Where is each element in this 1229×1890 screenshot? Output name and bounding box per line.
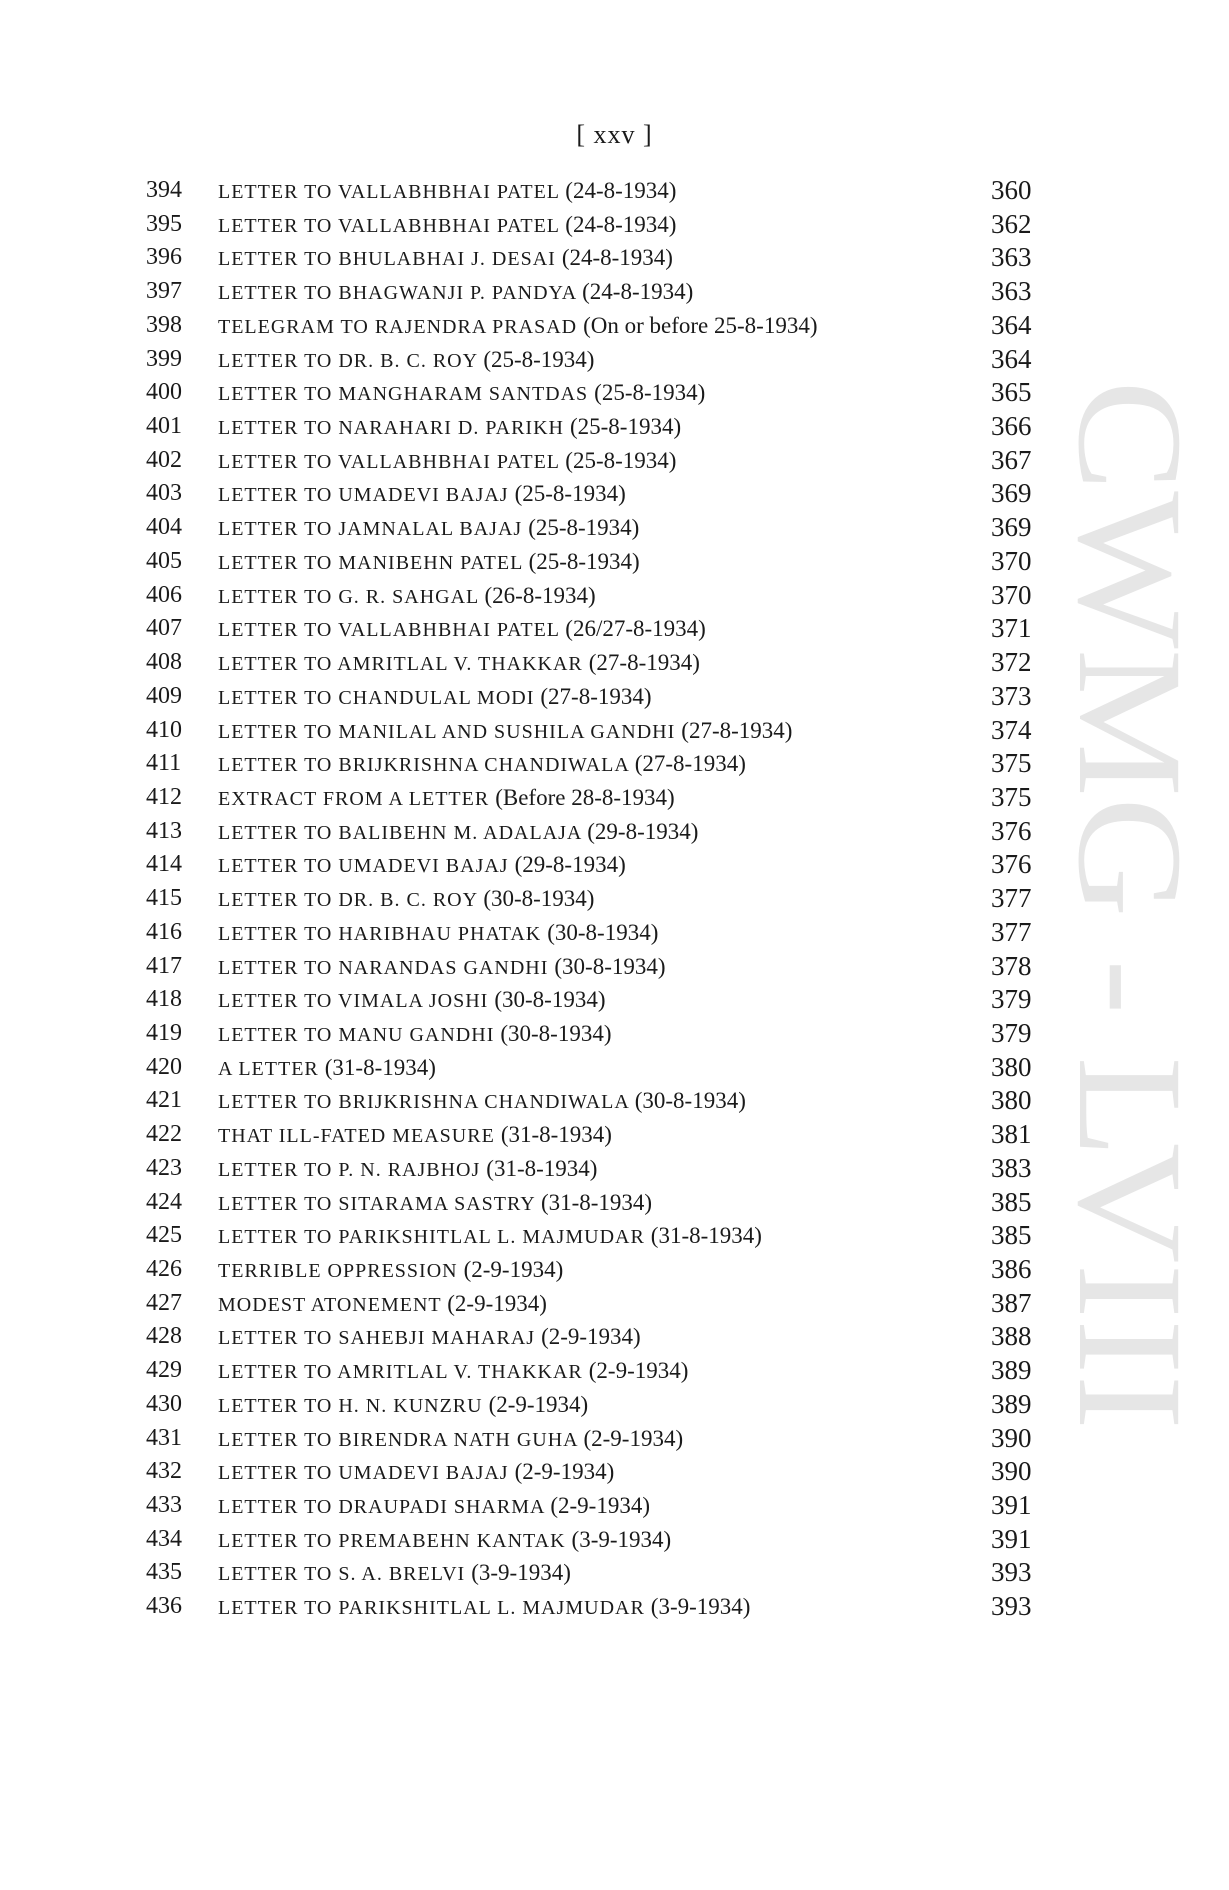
toc-entry [146,309,1046,343]
entry-page-number: 367 [991,444,1032,475]
entry-page-number: 380 [991,1051,1032,1082]
entry-title-text: LETTER TO BRIJKRISHNA CHANDIWALA [218,754,629,777]
entry-date: (2-9-1934) [550,1493,650,1519]
entry-date: (31-8-1934) [324,1054,436,1080]
toc-entry [146,376,1046,410]
entry-date: (26/27-8-1934) [565,616,706,642]
entry-date: (On or before 25-8-1934) [583,312,818,338]
entry-page-number: 390 [991,1422,1032,1453]
entry-title [218,612,706,647]
entry-title-text: TELEGRAM TO RAJENDRA PRASAD [218,315,578,338]
entry-title-text: LETTER TO NARANDAS GANDHI [218,956,549,979]
entry-title [218,747,746,782]
entry-page-number: 372 [991,647,1032,678]
entry-page-number: 377 [991,883,1032,914]
entry-date: (2-9-1934) [463,1257,564,1282]
entry-number: 397 [146,278,182,305]
toc-entry [146,1253,1046,1287]
entry-number: 413 [146,817,182,844]
entry-title-text: LETTER TO BRIJKRISHNA CHANDIWALA [218,1091,629,1114]
entry-title-text: LETTER TO UMADEVI BAJAJ [218,855,509,878]
entry-title [218,1152,597,1187]
entry-title-text: LETTER TO P. N. RAJBHOJ [218,1158,481,1181]
toc-entry [146,781,1046,815]
entry-title-text: LETTER TO AMRITLAL V. THAKKAR [218,1361,583,1384]
entry-date: (25-8-1934) [514,481,626,507]
entry-number: 402 [146,446,182,473]
entry-title-text: LETTER TO PARIKSHITLAL L. MAJMUDAR [218,1226,645,1249]
entry-number: 411 [146,750,182,777]
entry-title [218,916,658,951]
entry-number: 398 [146,311,182,338]
entry-page-number: 360 [991,175,1032,205]
entry-page-number: 364 [991,343,1032,374]
entry-title [218,1388,588,1423]
entry-title-text: LETTER TO BHAGWANJI P. PANDYA [218,282,577,305]
entry-title-text: LETTER TO BALIBEHN M. ADALAJA [218,821,582,844]
toc-entry [146,208,1046,242]
toc-list [146,174,1046,1624]
entry-date: (25-8-1934) [565,447,677,473]
entry-date: (30-8-1934) [494,987,606,1013]
entry-number: 426 [146,1256,182,1282]
entry-page-number: 393 [991,1591,1032,1622]
entry-number: 407 [146,615,182,642]
entry-number: 423 [146,1154,182,1181]
entry-title-text: LETTER TO VALLABHBHAI PATEL [218,214,560,237]
entry-date: (30-8-1934) [554,953,666,979]
toc-entry [146,848,1046,882]
entry-date: (24-8-1934) [565,211,677,237]
entry-number: 428 [146,1323,182,1350]
entry-page-number: 380 [991,1085,1032,1116]
entry-number: 416 [146,918,182,945]
entry-number: 415 [146,885,182,912]
entry-date: (30-8-1934) [483,886,595,912]
entry-page-number: 391 [991,1523,1032,1554]
entry-date: (24-8-1934) [582,279,694,305]
entry-page-number: 376 [991,849,1032,880]
entry-date: (2-9-1934) [588,1358,689,1384]
toc-entry [146,680,1046,714]
entry-page-number: 364 [991,309,1032,340]
entry-title-text: LETTER TO HARIBHAU PHATAK [218,922,542,945]
entry-page-number: 373 [991,680,1032,711]
entry-number: 420 [146,1053,182,1080]
entry-date: (30-8-1934) [634,1088,746,1114]
entry-title [218,1253,563,1288]
entry-title [218,1422,683,1457]
entry-number: 395 [146,210,182,237]
entry-page-number: 370 [991,545,1032,576]
entry-page-number: 375 [991,781,1032,812]
entry-number: 430 [146,1390,182,1417]
entry-date: (3-9-1934) [650,1594,751,1620]
entry-number: 436 [146,1593,182,1620]
entry-title [218,983,605,1018]
entry-title-text: LETTER TO SAHEBJI MAHARAJ [218,1327,536,1350]
toc-entry [146,747,1046,781]
entry-title [218,1017,612,1052]
entry-title-text: LETTER TO DRAUPADI SHARMA [218,1496,545,1519]
entry-title-text: LETTER TO PARIKSHITLAL L. MAJMUDAR [218,1597,645,1620]
entry-title [218,815,698,850]
toc-entry [146,1118,1046,1152]
toc-entry [146,1556,1046,1590]
entry-title [218,1219,762,1254]
entry-title [218,848,626,883]
entry-page-number: 385 [991,1186,1032,1217]
toc-entry [146,241,1046,275]
entry-title-text: LETTER TO VALLABHBHAI PATEL [218,450,560,473]
entry-title [218,376,705,411]
entry-title [218,1556,571,1591]
entry-page-number: 383 [991,1152,1032,1183]
entry-page-number: 387 [991,1287,1032,1318]
entry-title [218,781,675,816]
entry-title-text: LETTER TO MANU GANDHI [218,1023,495,1046]
toc-entry [146,1455,1046,1489]
entry-title-text: LETTER TO SITARAMA SASTRY [218,1192,535,1215]
entry-date: (2-9-1934) [447,1290,547,1316]
entry-title-text: LETTER TO UMADEVI BAJAJ [218,484,509,507]
entry-number: 396 [146,244,182,271]
entry-date: (29-8-1934) [514,852,626,878]
entry-title-text: A LETTER [218,1057,319,1080]
entry-number: 424 [146,1188,182,1215]
entry-title [218,343,594,378]
toc-entry [146,174,1046,208]
entry-title-text: THAT ILL-FATED MEASURE [218,1125,495,1148]
entry-number: 417 [146,952,182,979]
entry-number: 429 [146,1357,182,1384]
entry-page-number: 363 [991,276,1032,307]
entry-title [218,882,594,917]
entry-title [218,1051,436,1086]
toc-entry [146,1489,1046,1523]
entry-title [218,545,640,580]
toc-entry [146,1219,1046,1253]
toc-entry [146,477,1046,511]
entry-date: (3-9-1934) [571,1526,672,1552]
entry-date: (30-8-1934) [547,919,659,945]
entry-date: (31-8-1934) [540,1189,653,1215]
toc-entry [146,1186,1046,1220]
toc-entry [146,983,1046,1017]
toc-entry [146,579,1046,613]
toc-entry [146,1287,1046,1321]
entry-date: (29-8-1934) [587,818,699,844]
entry-page-number: 374 [991,714,1032,745]
entry-number: 418 [146,986,182,1013]
watermark-text: CWMG - LVIII [1047,380,1213,1325]
entry-date: (27-8-1934) [588,650,700,676]
toc-entry [146,882,1046,916]
entry-date: (25-8-1934) [528,515,640,541]
entry-title [218,714,792,749]
entry-page-number: 379 [991,984,1032,1015]
entry-title [218,579,596,614]
entry-title-text: LETTER TO BIRENDRA NATH GUHA [218,1428,578,1451]
entry-title-text: LETTER TO JAMNALAL BAJAJ [218,518,523,541]
entry-title [218,208,676,243]
entry-title [218,1320,641,1355]
toc-entry [146,646,1046,680]
entry-title [218,309,818,344]
entry-title [218,1590,750,1625]
entry-title-text: LETTER TO MANIBEHN PATEL [218,551,523,574]
entry-number: 422 [146,1121,182,1148]
entry-title-text: LETTER TO NARAHARI D. PARIKH [218,417,564,440]
entry-title-text: LETTER TO H. N. KUNZRU [218,1394,483,1417]
toc-entry [146,444,1046,478]
toc-entry [146,1017,1046,1051]
toc-entry [146,275,1046,309]
entry-title-text: LETTER TO S. A. BRELVI [218,1563,466,1586]
entry-number: 401 [146,413,182,440]
entry-title-text: MODEST ATONEMENT [218,1293,442,1316]
toc-entry [146,950,1046,984]
entry-title-text: TERRIBLE OPPRESSION [218,1260,458,1282]
entry-title-text: LETTER TO AMRITLAL V. THAKKAR [218,653,583,676]
entry-title [218,1523,671,1558]
entry-number: 399 [146,345,182,372]
entry-page-number: 369 [991,478,1032,509]
entry-page-number: 393 [991,1557,1032,1588]
toc-entry [146,1523,1046,1557]
entry-number: 405 [146,547,182,574]
entry-page-number: 391 [991,1490,1032,1521]
entry-page-number: 389 [991,1388,1032,1419]
entry-page-number: 371 [991,613,1032,644]
entry-title [218,1084,746,1119]
entry-title [218,1287,547,1322]
entry-page-number: 376 [991,815,1032,846]
entry-date: (2-9-1934) [583,1425,684,1451]
entry-date: (31-8-1934) [650,1223,762,1249]
entry-date: (24-8-1934) [565,178,677,203]
entry-page-number: 390 [991,1456,1032,1487]
entry-title-text: LETTER TO DR. B. C. ROY [218,349,478,372]
entry-number: 425 [146,1222,182,1249]
entry-page-number: 377 [991,916,1032,947]
entry-number: 414 [146,851,182,878]
entry-title [218,275,693,310]
entry-page-number: 375 [991,748,1032,779]
entry-date: (2-9-1934) [514,1459,615,1485]
entry-title-text: LETTER TO G. R. SAHGAL [218,585,479,608]
entry-date: (24-8-1934) [561,245,673,271]
entry-page-number: 388 [991,1321,1032,1352]
entry-date: (25-8-1934) [483,346,595,372]
entry-title [218,1354,688,1389]
entry-title-text: LETTER TO MANILAL AND SUSHILA GANDHI [218,720,676,743]
entry-title [218,1186,652,1221]
entry-title-text: LETTER TO DR. B. C. ROY [218,889,478,912]
entry-page-number: 385 [991,1220,1032,1251]
entry-date: (2-9-1934) [541,1324,641,1350]
entry-date: (27-8-1934) [681,717,793,743]
entry-date: (2-9-1934) [488,1391,589,1417]
entry-number: 403 [146,480,182,507]
entry-number: 408 [146,649,182,676]
entry-number: 434 [146,1525,182,1552]
entry-page-number: 363 [991,242,1032,273]
entry-page-number: 366 [991,411,1032,442]
toc-entry [146,612,1046,646]
entry-number: 421 [146,1087,182,1114]
entry-date: (31-8-1934) [500,1122,612,1148]
entry-page-number: 386 [991,1254,1032,1284]
entry-date: (30-8-1934) [500,1020,612,1046]
toc-entry [146,1388,1046,1422]
toc-entry [146,343,1046,377]
entry-title [218,1455,614,1490]
entry-page-number: 369 [991,512,1032,543]
entry-page-number: 370 [991,579,1032,610]
entry-title-text: LETTER TO UMADEVI BAJAJ [218,1462,509,1485]
toc-entry [146,1152,1046,1186]
watermark [1040,380,1213,1440]
entry-date: (27-8-1934) [540,683,652,709]
entry-title-text: EXTRACT FROM A LETTER [218,787,490,810]
toc-entry [146,1051,1046,1085]
entry-title [218,680,652,715]
toc-entry [146,1590,1046,1624]
entry-page-number: 362 [991,208,1032,239]
toc-entry [146,545,1046,579]
entry-title [218,444,676,479]
entry-title-text: LETTER TO VALLABHBHAI PATEL [218,619,560,642]
entry-number: 431 [146,1424,182,1451]
toc-entry [146,714,1046,748]
entry-number: 433 [146,1492,182,1519]
toc-entry [146,815,1046,849]
entry-number: 427 [146,1289,182,1316]
entry-number: 412 [146,783,182,810]
entry-date: (25-8-1934) [594,380,706,406]
entry-title [218,1118,612,1153]
entry-date: (25-8-1934) [528,548,640,574]
entry-number: 409 [146,682,182,709]
page-number: [ xxv ] [576,120,653,149]
entry-number: 419 [146,1019,182,1046]
entry-date: (26-8-1934) [484,582,596,608]
entry-number: 435 [146,1559,182,1586]
entry-title [218,646,700,681]
toc-entry [146,1354,1046,1388]
entry-title [218,174,676,209]
entry-title [218,410,681,445]
entry-date: (31-8-1934) [486,1155,598,1181]
entry-number: 406 [146,581,182,608]
entry-title [218,511,639,546]
entry-title [218,950,666,985]
entry-page-number: 381 [991,1119,1032,1150]
entry-number: 400 [146,379,182,406]
toc-entry [146,1422,1046,1456]
entry-title-text: LETTER TO PREMABEHN KANTAK [218,1529,566,1552]
entry-date: (3-9-1934) [471,1560,571,1586]
entry-date: (Before 28-8-1934) [495,784,675,810]
entry-title [218,241,673,276]
entry-page-number: 378 [991,950,1032,981]
entry-number: 394 [146,177,182,203]
entry-date: (27-8-1934) [634,751,746,777]
entry-title-text: LETTER TO MANGHARAM SANTDAS [218,383,589,406]
entry-title-text: LETTER TO CHANDULAL MODI [218,686,535,709]
entry-page-number: 389 [991,1355,1032,1386]
entry-title [218,477,626,512]
toc-entry [146,1084,1046,1118]
entry-number: 404 [146,514,182,541]
entry-title-text: LETTER TO BHULABHAI J. DESAI [218,248,556,271]
toc-entry [146,511,1046,545]
toc-entry [146,916,1046,950]
entry-number: 432 [146,1458,182,1485]
entry-title-text: LETTER TO VALLABHBHAI PATEL [218,181,560,203]
entry-page-number: 365 [991,377,1032,408]
toc-entry [146,410,1046,444]
entry-page-number: 379 [991,1017,1032,1048]
entry-title-text: LETTER TO VIMALA JOSHI [218,990,489,1013]
entry-number: 410 [146,716,182,743]
toc-entry [146,1320,1046,1354]
entry-date: (25-8-1934) [569,414,682,440]
entry-title [218,1489,650,1524]
